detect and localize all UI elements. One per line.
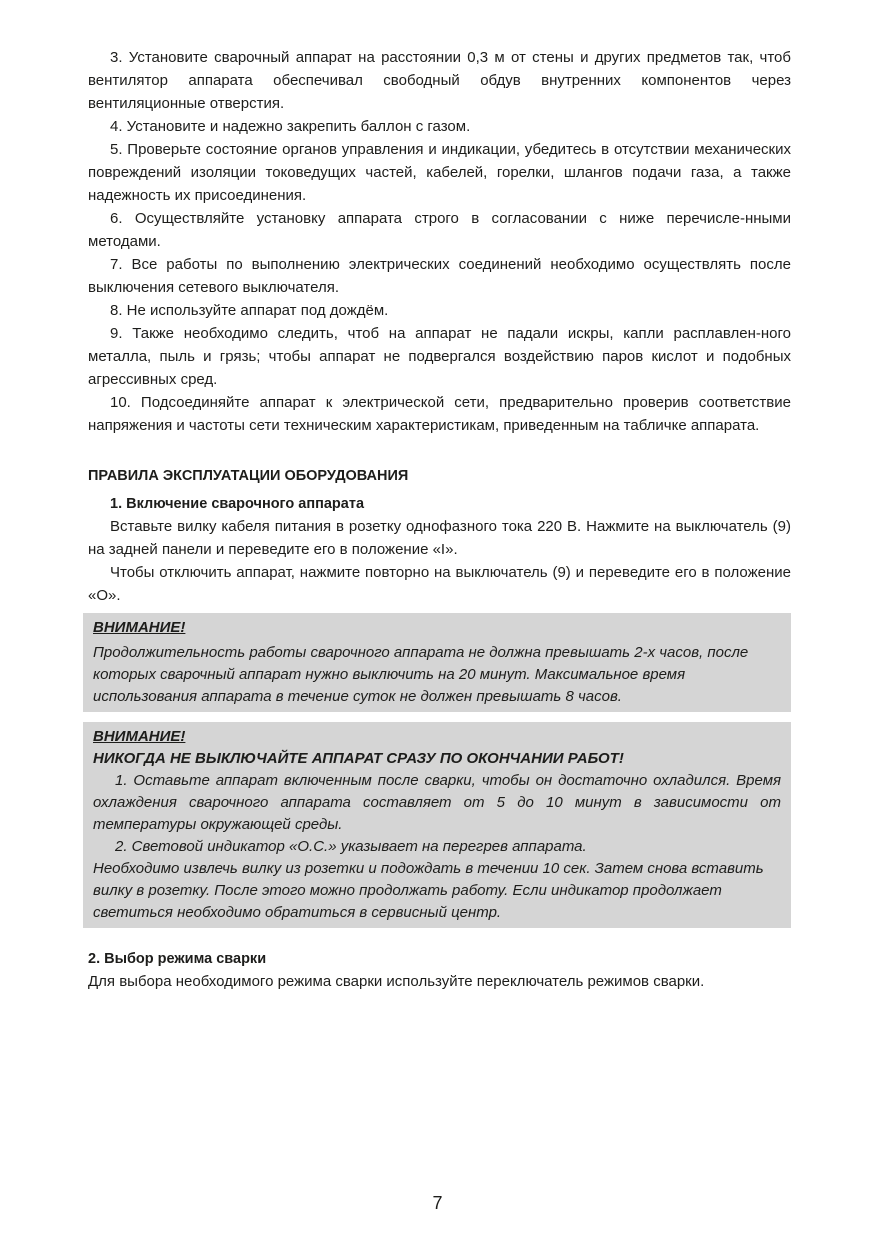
warning-title: ВНИМАНИЕ! xyxy=(93,728,186,745)
warning-box-cooling xyxy=(83,722,791,928)
mode-paragraph: Для выбора необходимого режима сварки используйте переключатель режимов сварки. xyxy=(88,973,705,990)
list-item: 8. Не используйте аппарат под дождём. xyxy=(110,302,389,319)
power-off-paragraph: Чтобы отключить аппарат, нажмите повторно на выключатель (9) и переведите его в положение «О». xyxy=(88,564,791,604)
section-title: ПРАВИЛА ЭКСПЛУАТАЦИИ ОБОРУДОВАНИЯ xyxy=(88,468,409,484)
warning-restart-text: Необходимо извлечь вилку из розетки и подождать в течении 10 сек. Затем снова вставить вилку в розетку. После этого можно продолжать работу. Если индикатор продолжает светиться необходимо обратиться в сервисный центр. xyxy=(93,860,764,921)
warning-cooling-text: 1. Оставьте аппарат включенным после сварки, чтобы он достаточно охладился. Время охлаждения сварочного аппарата составляет от 5 до 10 минут в зависимости от температуры окружающей среды. xyxy=(93,772,781,833)
list-item: 5. Проверьте состояние органов управления и индикации, убедитесь в отсутствии механических повреждений изоляции токоведущих частей, кабелей, горелки, шлангов подачи газа, а также надежность их присоединения. xyxy=(88,141,791,204)
list-item: 9. Также необходимо следить, чтоб на аппарат не падали искры, капли расплавлен-ного металла, пыль и грязь; чтобы аппарат не подвергался воздействию паров кислот и подобных агрессивных сред. xyxy=(88,325,791,388)
subsection-title-power-on: 1. Включение сварочного аппарата xyxy=(110,496,365,512)
list-item: 4. Установите и надежно закрепить баллон с газом. xyxy=(110,118,471,135)
warning-text: Продолжительность работы сварочного аппарата не должна превышать 2-х часов, после которых сварочный аппарат нужно выключить на 20 минут. Максимальное время использования аппарата в течение суток не должен превышать 8 часов. xyxy=(93,644,749,705)
page-content xyxy=(88,46,791,993)
warning-title: ВНИМАНИЕ! xyxy=(93,619,186,636)
warning-subtitle: НИКОГДА НЕ ВЫКЛЮЧАЙТЕ АППАРАТ СРАЗУ ПО ОКОНЧАНИИ РАБОТ! xyxy=(93,750,624,767)
warning-box-duration xyxy=(83,613,791,712)
power-on-paragraph: Вставьте вилку кабеля питания в розетку однофазного тока 220 В. Нажмите на выключатель (9) на задней панели и переведите его в положение «I». xyxy=(88,518,791,558)
list-item: 6. Осуществляйте установку аппарата строго в согласовании с ниже перечисле-нными методами. xyxy=(88,210,791,250)
list-item: 7. Все работы по выполнению электрических соединений необходимо осуществлять после выключения сетевого выключателя. xyxy=(88,256,791,296)
subsection-title-mode: 2. Выбор режима сварки xyxy=(88,951,267,967)
page-number: 7 xyxy=(432,1193,443,1213)
list-item: 10. Подсоединяйте аппарат к электрической сети, предварительно проверив соответствие напряжения и частоты сети техническим характеристикам, приведенным на табличке аппарата. xyxy=(88,394,791,434)
list-item: 3. Установите сварочный аппарат на расстоянии 0,3 м от стены и других предметов так, чтоб вентилятор аппарата обеспечивал свободный обдув внутренних компонентов через вентиляционные отверстия. xyxy=(88,49,791,112)
warning-indicator-text: 2. Световой индикатор «О.С.» указывает на перегрев аппарата. xyxy=(115,838,587,855)
